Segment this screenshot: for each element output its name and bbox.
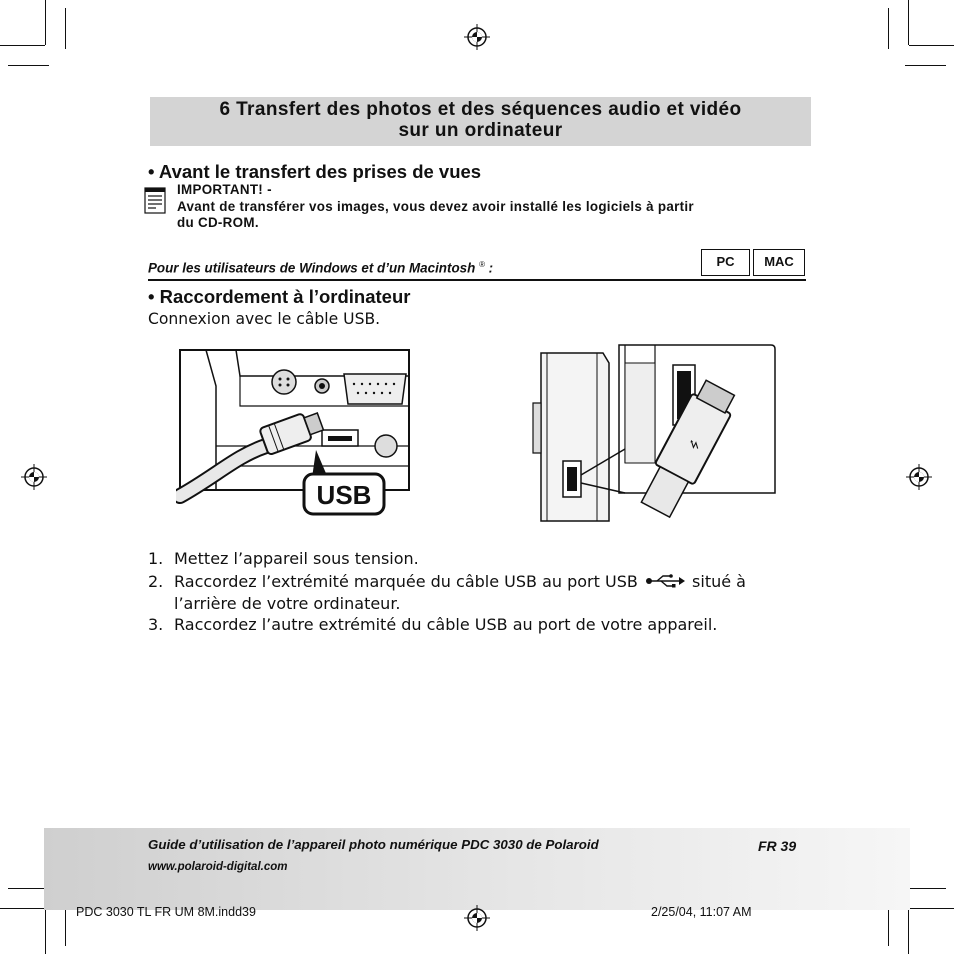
platform-label xyxy=(148,260,493,275)
page-title xyxy=(150,99,811,141)
step-text-before: Raccordez l’extrémité marquée du câble USB au port USB xyxy=(174,572,638,591)
step-text xyxy=(174,571,808,593)
important-text-line2: du CD-ROM. xyxy=(177,215,259,230)
registration-mark-icon xyxy=(464,24,490,50)
platform-label-colon: : xyxy=(488,260,494,276)
registration-mark-icon xyxy=(21,464,47,490)
step-text-after: situé à xyxy=(692,572,746,591)
pc-badge: PC xyxy=(701,249,750,276)
computer-usb-port-illustration xyxy=(176,346,416,518)
usb-symbol-icon xyxy=(645,574,685,588)
registered-mark: ® xyxy=(478,260,485,269)
slug-datetime: 2/25/04, 11:07 AM xyxy=(651,905,752,919)
footer-website: www.polaroid-digital.com xyxy=(148,861,288,873)
camera-usb-port-illustration xyxy=(527,343,779,523)
section-heading-before-transfer: • Avant le transfert des prises de vues xyxy=(148,161,482,182)
footer-page-label: FR 39 xyxy=(758,838,797,854)
important-label: IMPORTANT! - xyxy=(177,182,272,197)
memo-icon xyxy=(144,187,166,214)
step-text: Raccordez l’autre extrémité du câble USB au port de votre appareil. xyxy=(174,615,718,634)
step-number: 3. xyxy=(148,615,164,634)
platform-label-text: Pour les utilisateurs de Windows et d’un Macintosh xyxy=(148,260,476,276)
step-1 xyxy=(148,548,818,570)
footer-guide-title: Guide d’utilisation de l’appareil photo numérique PDC 3030 de Polaroid xyxy=(148,837,599,852)
registration-mark-icon xyxy=(906,464,932,490)
important-text-line1: Avant de transférer vos images, vous devez avoir installé les logiciels à partir xyxy=(177,199,694,214)
mac-badge: MAC xyxy=(753,249,805,276)
step-number: 2. xyxy=(148,572,164,591)
slug-page: 39 xyxy=(242,905,256,919)
svg-text:⭍: ⭍ xyxy=(686,437,702,452)
page-title-line1: 6 Transfert des photos et des séquences audio et vidéo xyxy=(219,99,742,120)
usb-callout-label: USB xyxy=(316,480,372,510)
page-title-line2: sur un ordinateur xyxy=(398,120,563,141)
divider xyxy=(148,279,806,281)
step-number: 1. xyxy=(148,549,164,568)
connection-subtext: Connexion avec le câble USB. xyxy=(148,310,381,328)
step-text-line2: l’arrière de votre ordinateur. xyxy=(174,594,401,613)
slug-filename-text: PDC 3030 TL FR UM 8M.indd xyxy=(76,905,243,919)
step-3 xyxy=(148,614,818,636)
step-text: Mettez l’appareil sous tension. xyxy=(174,549,419,568)
step-2 xyxy=(148,571,818,615)
slug-filename xyxy=(76,905,256,919)
registration-mark-icon xyxy=(464,905,490,931)
section-heading-connection: • Raccordement à l’ordinateur xyxy=(148,286,411,307)
